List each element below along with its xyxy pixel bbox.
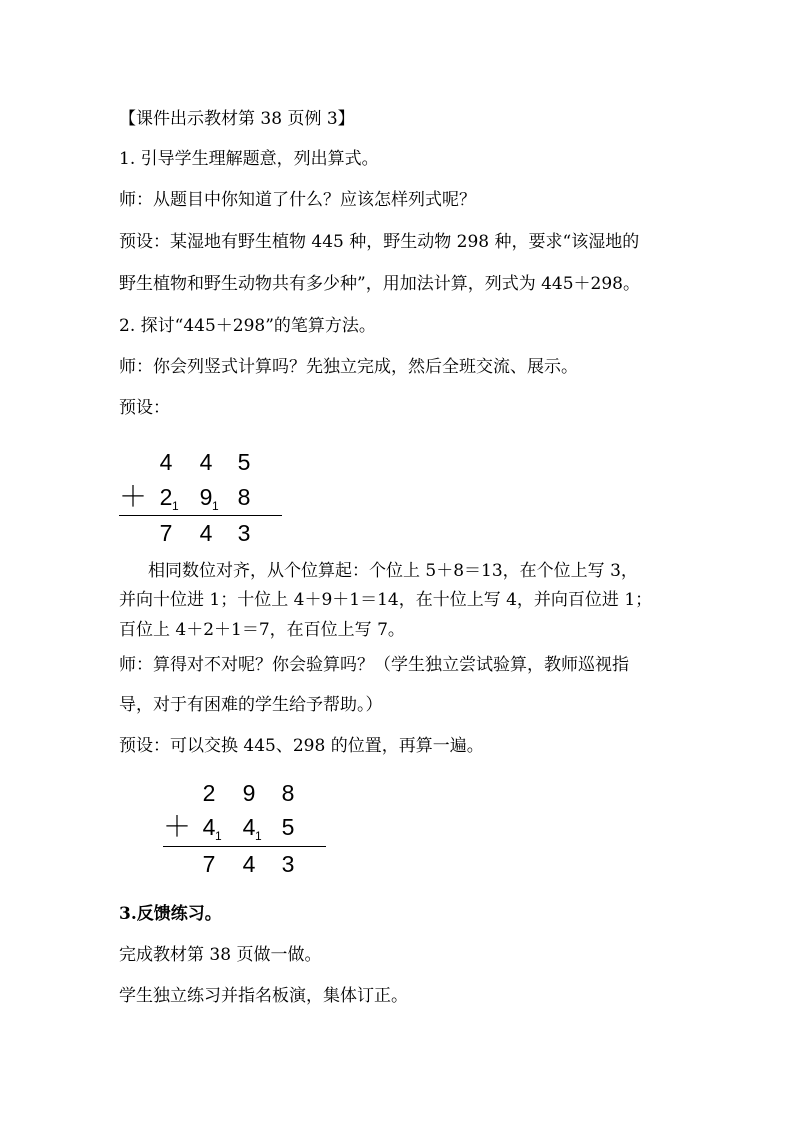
calc2-result-tens: 4 — [242, 851, 256, 877]
calc2-top-ones: 8 — [281, 780, 295, 806]
step-2-title: 2. 探讨“445＋298”的笔算方法。 — [119, 316, 376, 336]
preset-1-line-b: 野生植物和野生动物共有多少种”，用加法计算，列式为 445＋298。 — [119, 274, 640, 294]
calc1-result-ones: 3 — [237, 520, 251, 546]
task-line-1: 完成教材第 38 页做一做。 — [119, 945, 322, 965]
calc1-result-hundreds: 7 — [159, 520, 173, 546]
calc1-top-tens: 4 — [199, 449, 213, 475]
heading-text: 【课件出示教材第 38 页例 3】 — [119, 109, 355, 129]
calc1-result-tens: 4 — [199, 520, 213, 546]
preset-3-text: 预设：可以交换 445、298 的位置，再算一遍。 — [119, 736, 484, 756]
teacher-question-3-b: 导，对于有困难的学生给予帮助。） — [119, 695, 383, 715]
calc2-bottom-ones: 5 — [281, 814, 295, 840]
calc2-top-tens: 9 — [242, 780, 256, 806]
calc1-bottom-ones: 8 — [237, 484, 251, 510]
calc2-plus-sign: ＋ — [163, 811, 192, 842]
explanation-line-b: 并向十位进 1；十位上 4＋9＋1＝14，在十位上写 4，并向百位进 1； — [119, 590, 653, 610]
explanation-line-a: 相同数位对齐，从个位算起：个位上 5＋8＝13，在个位上写 3， — [148, 561, 638, 581]
teacher-question-2: 师：你会列竖式计算吗？先独立完成，然后全班交流、展示。 — [119, 357, 578, 377]
explanation-line-c: 百位上 4＋2＋1＝7，在百位上写 7。 — [119, 620, 405, 640]
step-3-title: 3.反馈练习。 — [119, 904, 222, 924]
calc1-carry-hundreds: 1 — [172, 499, 179, 513]
step-1-title: 1. 引导学生理解题意，列出算式。 — [119, 149, 379, 169]
teacher-question-3-a: 师：算得对不对呢？你会验算吗？（学生独立尝试验算，教师巡视指 — [119, 655, 629, 675]
calc1-bottom-tens: 9 — [199, 484, 213, 510]
task-line-2: 学生独立练习并指名板演，集体订正。 — [119, 986, 408, 1006]
calc1-sum-line — [119, 515, 282, 516]
calc2-bottom-tens: 4 — [242, 814, 256, 840]
calc2-result-hundreds: 7 — [202, 851, 216, 877]
calc1-top-hundreds: 4 — [159, 449, 173, 475]
calc1-top-ones: 5 — [237, 449, 251, 475]
calc2-top-hundreds: 2 — [202, 780, 216, 806]
calc1-plus-sign: ＋ — [119, 481, 148, 512]
calc2-carry-tens: 1 — [255, 829, 262, 843]
teacher-question-1: 师：从题目中你知道了什么？应该怎样列式呢？ — [119, 190, 476, 210]
calc1-carry-tens: 1 — [212, 499, 219, 513]
calc2-result-ones: 3 — [281, 851, 295, 877]
preset-2-label: 预设： — [119, 398, 170, 418]
calc1-bottom-hundreds: 2 — [159, 484, 173, 510]
calc2-bottom-hundreds: 4 — [202, 814, 216, 840]
calc2-carry-hundreds: 1 — [215, 829, 222, 843]
preset-1-line-a: 预设：某湿地有野生植物 445 种，野生动物 298 种，要求“该湿地的 — [119, 232, 640, 252]
calc2-sum-line — [163, 846, 326, 847]
